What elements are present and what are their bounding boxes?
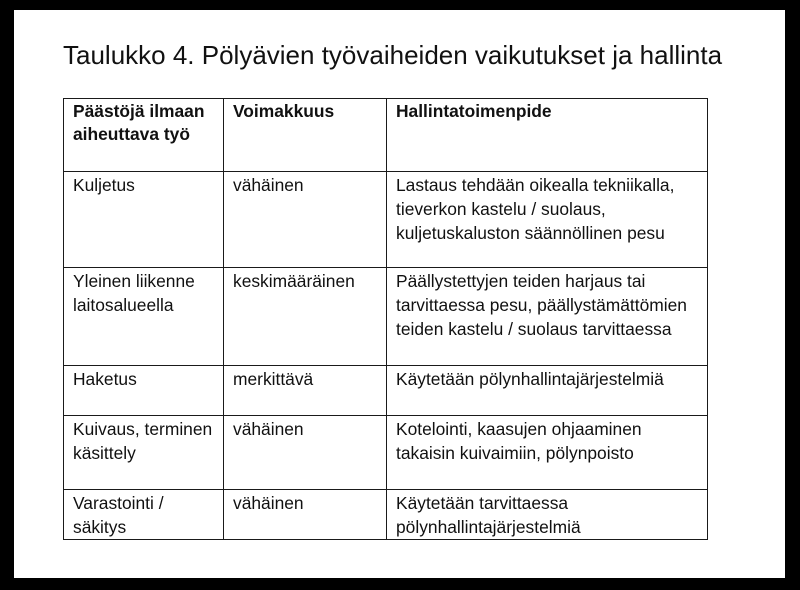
cell-measure: Kotelointi, kaasujen ohjaaminen takaisin kuivaimiin, pölynpoisto [387,416,708,490]
cell-measure: Käytetään pölynhallintajärjestelmiä [387,366,708,416]
cell-intensity: vähäinen [224,172,387,268]
slide [14,10,785,578]
cell-work: Varastointi / säkitys [64,490,224,540]
cell-intensity: vähäinen [224,416,387,490]
header-measure: Hallintatoimenpide [387,99,708,172]
table-row [64,268,708,366]
cell-intensity: keskimääräinen [224,268,387,366]
table-title: Taulukko 4. Pölyävien työvaiheiden vaikutukset ja hallinta [63,40,723,70]
table-header-row [64,99,708,172]
cell-intensity: vähäinen [224,490,387,540]
cell-measure: Päällystettyjen teiden harjaus tai tarvittaessa pesu, päällystämättömien teiden kastelu / suolaus tarvittaessa [387,268,708,366]
cell-work: Haketus [64,366,224,416]
table-row [64,172,708,268]
cell-intensity: merkittävä [224,366,387,416]
table-row [64,490,708,540]
cell-measure: Lastaus tehdään oikealla tekniikalla, tieverkon kastelu / suolaus, kuljetuskaluston säännöllinen pesu [387,172,708,268]
table-row [64,366,708,416]
table-row [64,416,708,490]
cell-work: Yleinen liikenne laitosalueella [64,268,224,366]
dust-control-table [63,98,708,540]
header-work: Päästöjä ilmaan aiheuttava työ [64,99,224,172]
cell-work: Kuivaus, terminen käsittely [64,416,224,490]
cell-work: Kuljetus [64,172,224,268]
header-intensity: Voimakkuus [224,99,387,172]
cell-measure: Käytetään tarvittaessa pölynhallintajärjestelmiä [387,490,708,540]
